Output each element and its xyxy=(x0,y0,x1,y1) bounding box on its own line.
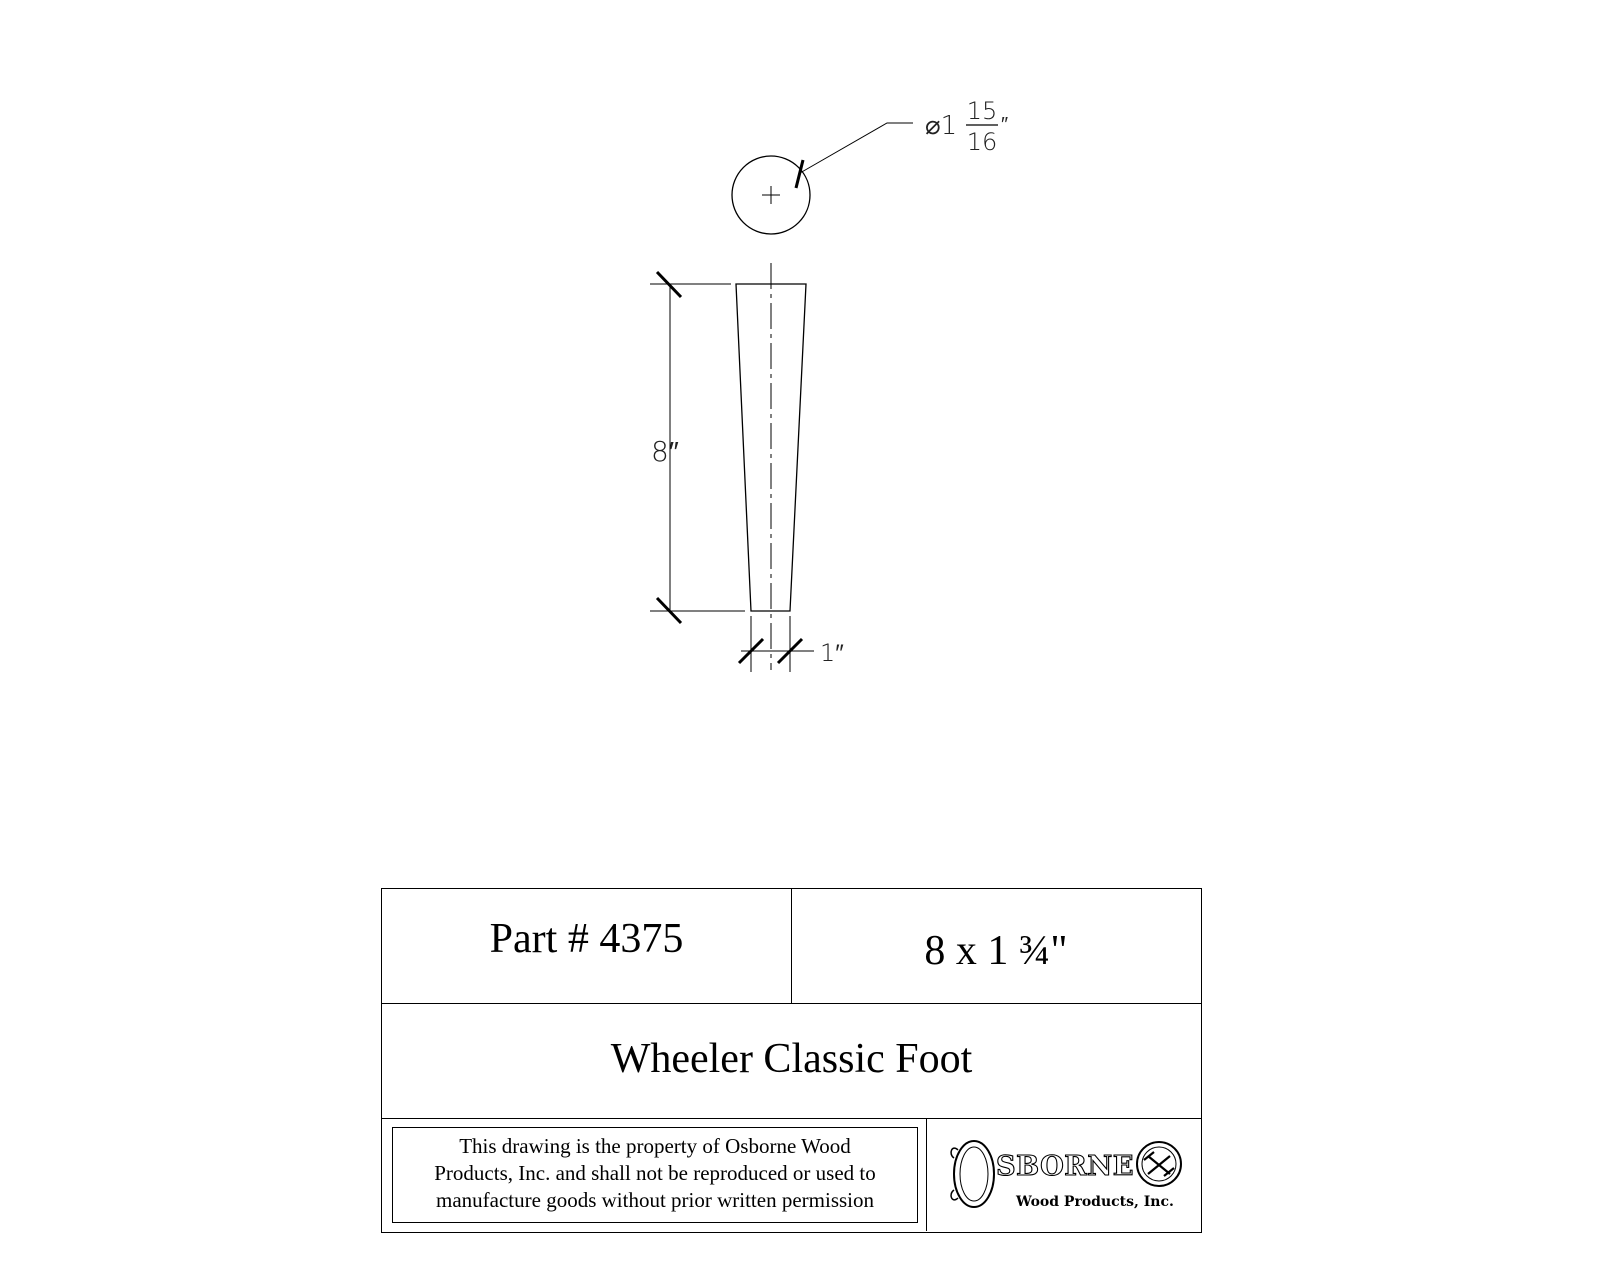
notice-line: Products, Inc. and shall not be reproduced or used to xyxy=(434,1160,876,1185)
diameter-denominator: 16 xyxy=(966,128,998,156)
top-view xyxy=(732,123,913,234)
logo-tagline: Wood Products, Inc. xyxy=(1015,1194,1174,1210)
osborne-logo xyxy=(944,1130,1184,1220)
title-block-row-2 xyxy=(382,1004,1201,1119)
diameter-unit: ″ xyxy=(1001,112,1009,136)
diameter-tick xyxy=(796,160,803,188)
product-name-cell xyxy=(382,1004,1201,1118)
height-dim-label: 8″ xyxy=(651,435,679,468)
title-block-row-1 xyxy=(382,889,1201,1004)
logo-o-inner xyxy=(960,1147,988,1201)
size-label: 8 x 1 ¾" xyxy=(924,928,1068,974)
size-cell xyxy=(792,889,1200,1003)
height-dimension xyxy=(650,272,745,623)
logo-cell xyxy=(927,1119,1200,1231)
notice-line: manufacture goods without prior written permission xyxy=(436,1187,874,1212)
width-dim-label: 1″ xyxy=(820,639,844,667)
diameter-prefix: ⌀1 xyxy=(925,111,958,141)
notice-box xyxy=(392,1127,918,1223)
diameter-leader-line xyxy=(800,123,913,173)
part-number: Part # 4375 xyxy=(489,916,684,962)
bottom-width-dimension xyxy=(739,616,844,672)
part-number-cell xyxy=(382,889,792,1003)
product-name: Wheeler Classic Foot xyxy=(610,1036,973,1082)
title-block-row-3 xyxy=(382,1119,1201,1231)
notice-line: This drawing is the property of Osborne Wood xyxy=(459,1133,851,1158)
diameter-dimension xyxy=(925,97,1008,156)
title-block xyxy=(381,888,1202,1233)
side-view xyxy=(736,263,806,670)
diameter-numerator: 15 xyxy=(966,97,998,125)
logo-emblem-icon xyxy=(1137,1142,1181,1186)
logo-brand: SBORNE xyxy=(995,1151,1134,1182)
notice-cell xyxy=(382,1119,927,1231)
copyright-notice xyxy=(400,1133,910,1214)
